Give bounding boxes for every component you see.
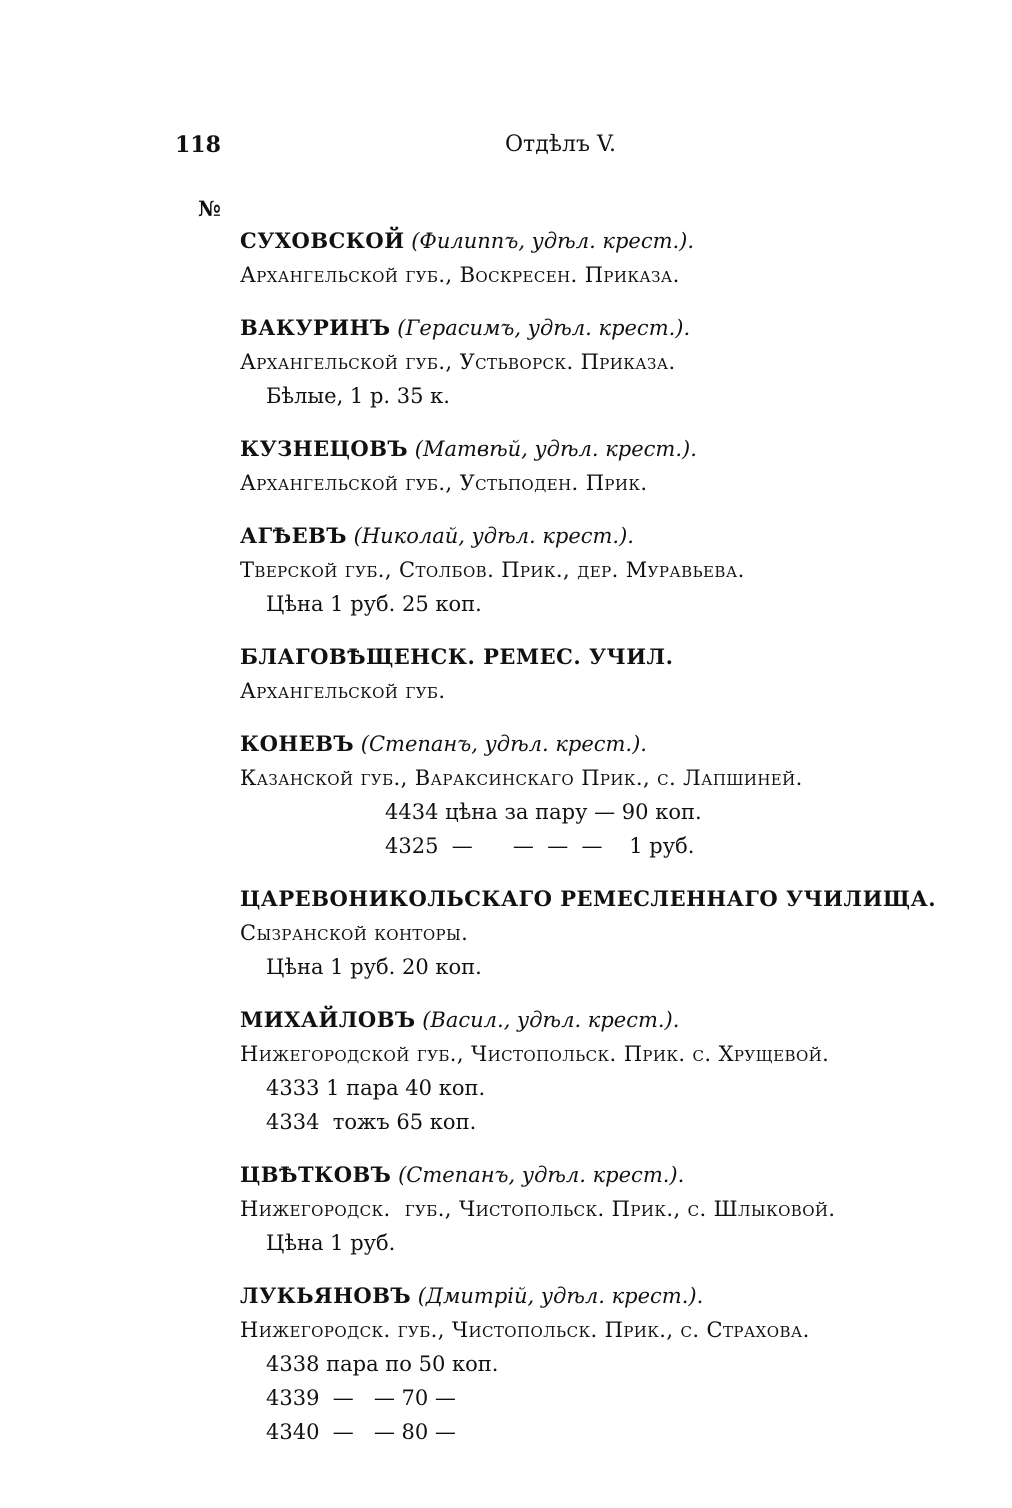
- entry-name: КУЗНЕЦОВЪ: [240, 436, 409, 461]
- section-title: Отдѣлъ V.: [505, 132, 617, 157]
- entry-blagoveshchensk-school: [240, 640, 940, 708]
- entry-konev: [240, 727, 940, 863]
- entry-detail: Цѣна 1 руб.: [266, 1231, 396, 1255]
- entry-place: Архангельской губ., Устьворск. Приказа.: [240, 350, 676, 374]
- entry-ageev: [240, 519, 940, 621]
- entry-note: (Филиппъ, удѣл. крест.).: [411, 229, 695, 253]
- entry-name: ЦВѢТКОВЪ: [240, 1162, 392, 1187]
- entry-mikhaylov: [240, 1003, 940, 1139]
- entry-place: Архангельской губ.: [240, 679, 446, 703]
- entry-detail: Цѣна 1 руб. 20 коп.: [266, 955, 482, 979]
- entry-place: Нижегородск. губ., Чистопольск. Прик., с. Страхова.: [240, 1318, 810, 1342]
- entry-name: ВАКУРИНЪ: [240, 315, 391, 340]
- entry-detail: 4339 — — 70 —: [266, 1386, 456, 1410]
- entry-note: (Николай, удѣл. крест.).: [353, 524, 634, 548]
- entry-name: АГѢЕВЪ: [240, 523, 347, 548]
- entry-place: Казанской губ., Вараксинскаго Прик., с. Лапшиней.: [240, 766, 803, 790]
- entry-note: (Степанъ, удѣл. крест.).: [398, 1163, 685, 1187]
- entry-place: Тверской губ., Столбов. Прик., дер. Муравьева.: [240, 558, 745, 582]
- entry-name: КОНЕВЪ: [240, 731, 355, 756]
- entry-name: БЛАГОВѢЩЕНСК. РЕМЕС. УЧИЛ.: [240, 644, 674, 669]
- entry-tsvetkov: [240, 1158, 940, 1260]
- entry-place: Нижегородск. губ., Чистопольск. Прик., с. Шлыковой.: [240, 1197, 836, 1221]
- entry-detail: 4333 1 пара 40 коп.: [266, 1076, 486, 1100]
- entry-list: [240, 224, 940, 1468]
- price-line: 4434 цѣна за пару — 90 коп.: [385, 800, 702, 824]
- price-line: 4325 — — — — 1 руб.: [385, 834, 695, 858]
- entry-detail: 4338 пара по 50 коп.: [266, 1352, 499, 1376]
- entry-place: Нижегородской губ., Чистопольск. Прик. с. Хрущевой.: [240, 1042, 830, 1066]
- entry-note: (Дмитрій, удѣл. крест.).: [417, 1284, 704, 1308]
- entry-vakurin: [240, 311, 940, 413]
- entry-sukhovskoy: [240, 224, 940, 292]
- entry-kuznetsov: [240, 432, 940, 500]
- entry-note: (Матвѣй, удѣл. крест.).: [414, 437, 697, 461]
- entry-lukyanov: [240, 1279, 940, 1449]
- entry-place: Архангельской губ., Воскресен. Приказа.: [240, 263, 680, 287]
- entry-note: (Герасимъ, удѣл. крест.).: [397, 316, 691, 340]
- entry-tsarevonikolsk-school: [240, 882, 940, 984]
- entry-place: Архангельской губ., Устьподен. Прик.: [240, 471, 648, 495]
- entry-detail: Бѣлые, 1 р. 35 к.: [266, 384, 450, 408]
- entry-name: СУХОВСКОЙ: [240, 228, 405, 253]
- page-number: 118: [175, 132, 221, 158]
- entry-name: ЦАРЕВОНИКОЛЬСКАГО РЕМЕСЛЕННАГО УЧИЛИЩА.: [240, 886, 937, 911]
- entry-place: Сызранской конторы.: [240, 921, 469, 945]
- entry-note: (Степанъ, удѣл. крест.).: [360, 732, 647, 756]
- entry-detail: Цѣна 1 руб. 25 коп.: [266, 592, 482, 616]
- entry-note: (Васил., удѣл. крест.).: [422, 1008, 680, 1032]
- entry-name: ЛУКЬЯНОВЪ: [240, 1283, 412, 1308]
- entry-detail: 4340 — — 80 —: [266, 1420, 456, 1444]
- entry-name: МИХАЙЛОВЪ: [240, 1007, 416, 1032]
- entry-detail: 4334 тожъ 65 коп.: [266, 1110, 477, 1134]
- number-mark: №: [198, 196, 221, 221]
